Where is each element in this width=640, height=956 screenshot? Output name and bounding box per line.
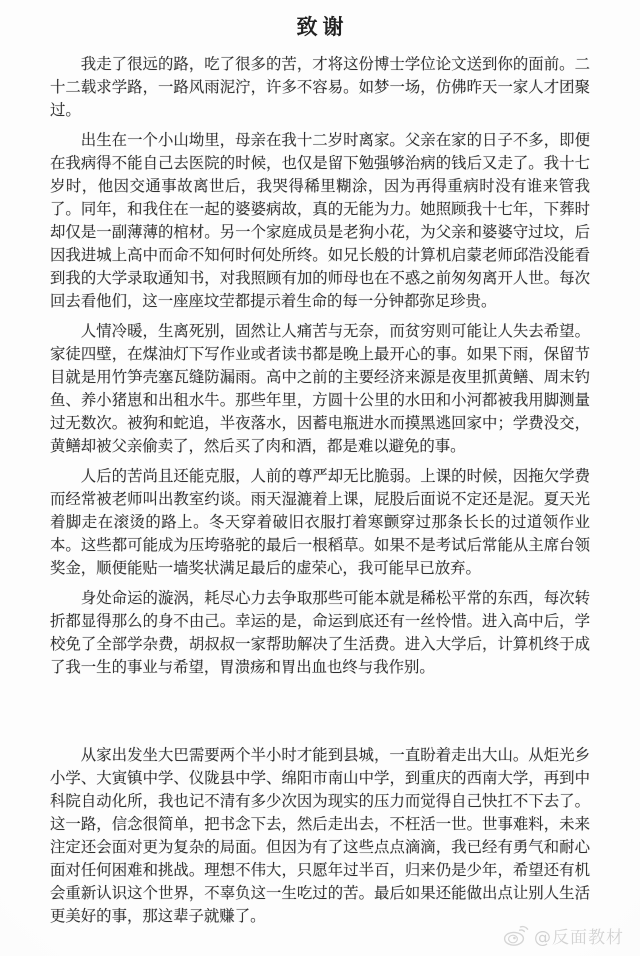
watermark-handle: @反面教材 <box>534 928 624 948</box>
weibo-logo-icon <box>503 925 529 947</box>
document-content <box>50 14 590 935</box>
paragraph-2: 出生在一个小山坳里，母亲在我十二岁时离家。父亲在家的日子不多，即便在我病得不能自己去医院的时候，也仅是留下勉强够治病的钱后又走了。我十七岁时，他因交通事故离世后，我哭得稀里糊涂，因为再得重病时没有谁来管我了。同年，和我住在一起的婆婆病故，真的无能为力。她照顾我十七年，下葬时却仅是一副薄薄的棺材。另一个家庭成员是老狗小花，为父亲和婆婆守过坟，后因我进城上高中而命不知何时何处所终。如兄长般的计算机启蒙老师邱浩没能看到我的大学录取通知书，对我照顾有加的师母也在不惑之前匆匆离开人世。每次回去看他们，这一座座坟茔都提示着生命的每一分钟都弥足珍贵。 <box>50 132 590 310</box>
paragraph-4: 人后的苦尚且还能克服，人前的尊严却无比脆弱。上课的时候，因拖欠学费而经常被老师叫出教室约谈。雨天湿漉着上课，屁股后面说不定还是泥。夏天光着脚走在滚烫的路上。冬天穿着破旧衣服打着寒颤穿过那条长长的过道领作业本。这些都可能成为压垮骆驼的最后一根稻草。如果不是考试后常能从主席台领奖金，顺便能贴一墙奖状满足最后的虚荣心，我可能早已放弃。 <box>50 468 590 577</box>
page-break-gap <box>50 686 590 744</box>
watermark <box>503 923 624 948</box>
paragraph-5: 身处命运的漩涡，耗尽心力去争取那些可能本就是稀松平常的东西，每次转折都显得那么的身不由己。幸运的是，命运到底还有一丝怜惜。进入高中后，学校免了全部学杂费，胡叔叔一家帮助解决了生活费。进入大学后，计算机终于成了我一生的事业与希望，胃溃疡和胃出血也终与我作别。 <box>50 590 590 676</box>
paragraph-6: 从家出发坐大巴需要两个半小时才能到县城，一直盼着走出大山。从炬光乡小学、大寅镇中学、仪陇县中学、绵阳市南山中学，到重庆的西南大学，再到中科院自动化所，我也记不清有多少次因为现实的压力而觉得自己快扛不下去了。这一路，信念很简单，把书念下去，然后走出去，不枉活一世。世事难料，未来注定还会面对更为复杂的局面。但因为有了这些点点滴滴，我已经有勇气和耐心面对任何困难和挑战。理想不伟大，只愿年过半百，归来仍是少年，希望还有机会重新认识这个世界，不辜负这一生吃过的苦。最后如果还能做出点让别人生活更美好的事，那这辈子就赚了。 <box>50 747 590 925</box>
paragraph-3: 人情冷暖，生离死别，固然让人痛苦与无奈，而贫穷则可能让人失去希望。家徒四壁，在煤油灯下写作业或者读书都是晚上最开心的事。如果下雨，保留节目就是用竹笋壳塞瓦缝防漏雨。高中之前的主要经济来源是夜里抓黄鳝、周末钓鱼、养小猪崽和出租水牛。那些年里，方圆十公里的水田和小河都被我用脚测量过无数次。被狗和蛇追，半夜落水，因蓄电瓶进水而摸黑逃回家中；学费没交，黄鳝却被父亲偷卖了，然后买了肉和酒，都是难以避免的事。 <box>50 323 590 455</box>
paragraph-1: 我走了很远的路，吃了很多的苦，才将这份博士学位论文送到你的面前。二十二载求学路，一路风雨泥泞，许多不容易。如梦一场，仿佛昨天一家人才团聚过。 <box>50 56 590 119</box>
page-title: 致谢 <box>296 15 349 39</box>
